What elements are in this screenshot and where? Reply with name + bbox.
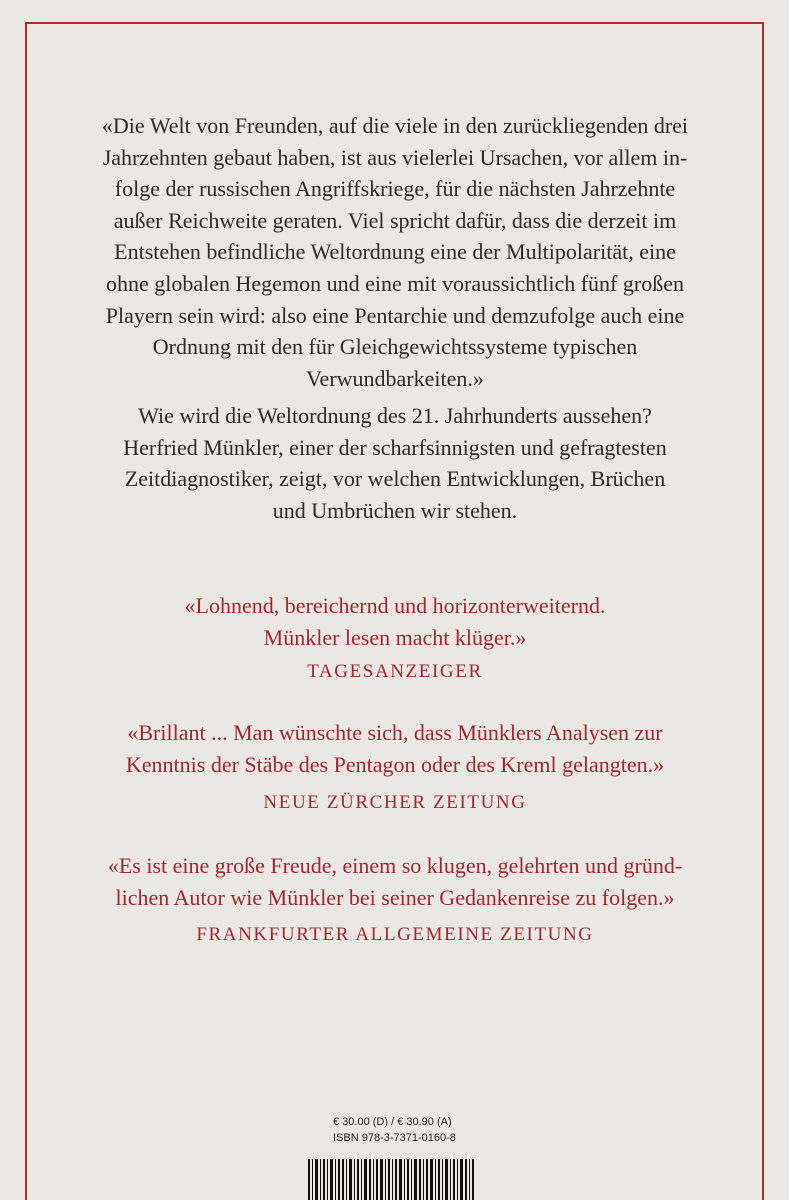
lead-line: Jahrzehnten gebaut haben, ist aus vielerlei Ursachen, vor allem in- — [102, 144, 688, 170]
review-source: NEUE ZÜRCHER ZEITUNG — [263, 792, 527, 813]
intro-line: und Umbrüchen wir stehen. — [272, 497, 518, 523]
lead-line: Entstehen befindliche Weltordnung eine der Multipolarität, eine — [114, 239, 676, 265]
review-source: TAGESANZEIGER — [307, 661, 483, 682]
intro-line: Wie wird die Weltordnung des 21. Jahrhunderts aussehen? — [138, 403, 652, 428]
review-quote-faz — [70, 850, 720, 913]
lead-line: «Die Welt von Freunden, auf die viele in den zurückliegenden drei — [101, 113, 689, 138]
quote-line: «Es ist eine große Freude, einem so klugen, gelehrten und gründ- — [107, 853, 683, 878]
review-quote-tagesanzeiger — [70, 590, 720, 653]
quote-line: lichen Autor wie Münkler bei seiner Gedankenreise zu folgen.» — [115, 884, 675, 910]
intro-line: Herfried Münkler, einer der scharfsinnigsten und gefragtesten — [123, 434, 667, 460]
price-label: € 30.00 (D) / € 30.90 (A) — [333, 1116, 452, 1128]
barcode-icon — [306, 1159, 478, 1200]
intro-paragraph — [70, 400, 720, 526]
review-source: FRANKFURTER ALLGEMEINE ZEITUNG — [196, 924, 594, 945]
lead-line: Playern sein wird: also eine Pentarchie und demzufolge auch eine — [105, 302, 685, 328]
lead-line: ohne globalen Hegemon und eine mit voraussichtlich fünf großen — [106, 270, 684, 296]
price-isbn-block — [333, 1114, 456, 1146]
review-quote-nzz — [70, 717, 720, 780]
intro-line: Zeitdiagnostiker, zeigt, vor welchen Entwicklungen, Brüchen — [124, 466, 666, 492]
lead-line: Verwundbarkeiten.» — [306, 365, 484, 391]
quote-line: «Brillant ... Man wünschte sich, dass Münklers Analysen zur — [127, 720, 663, 745]
lead-line: folge der russischen Angriffskriege, für die nächsten Jahrzehnte — [114, 176, 676, 202]
quote-line: «Lohnend, bereichernd und horizonterweiternd. — [184, 593, 606, 618]
quote-line: Münkler lesen macht klüger.» — [263, 624, 527, 650]
lead-quote — [70, 110, 720, 394]
isbn-label: ISBN 978-3-7371-0160-8 — [333, 1132, 456, 1144]
lead-line: Ordnung mit den für Gleichgewichtssysteme typischen — [152, 334, 638, 360]
lead-line: außer Reichweite geraten. Viel spricht dafür, dass die derzeit im — [113, 207, 677, 233]
quote-line: Kenntnis der Stäbe des Pentagon oder des Kreml gelangten.» — [125, 751, 665, 777]
